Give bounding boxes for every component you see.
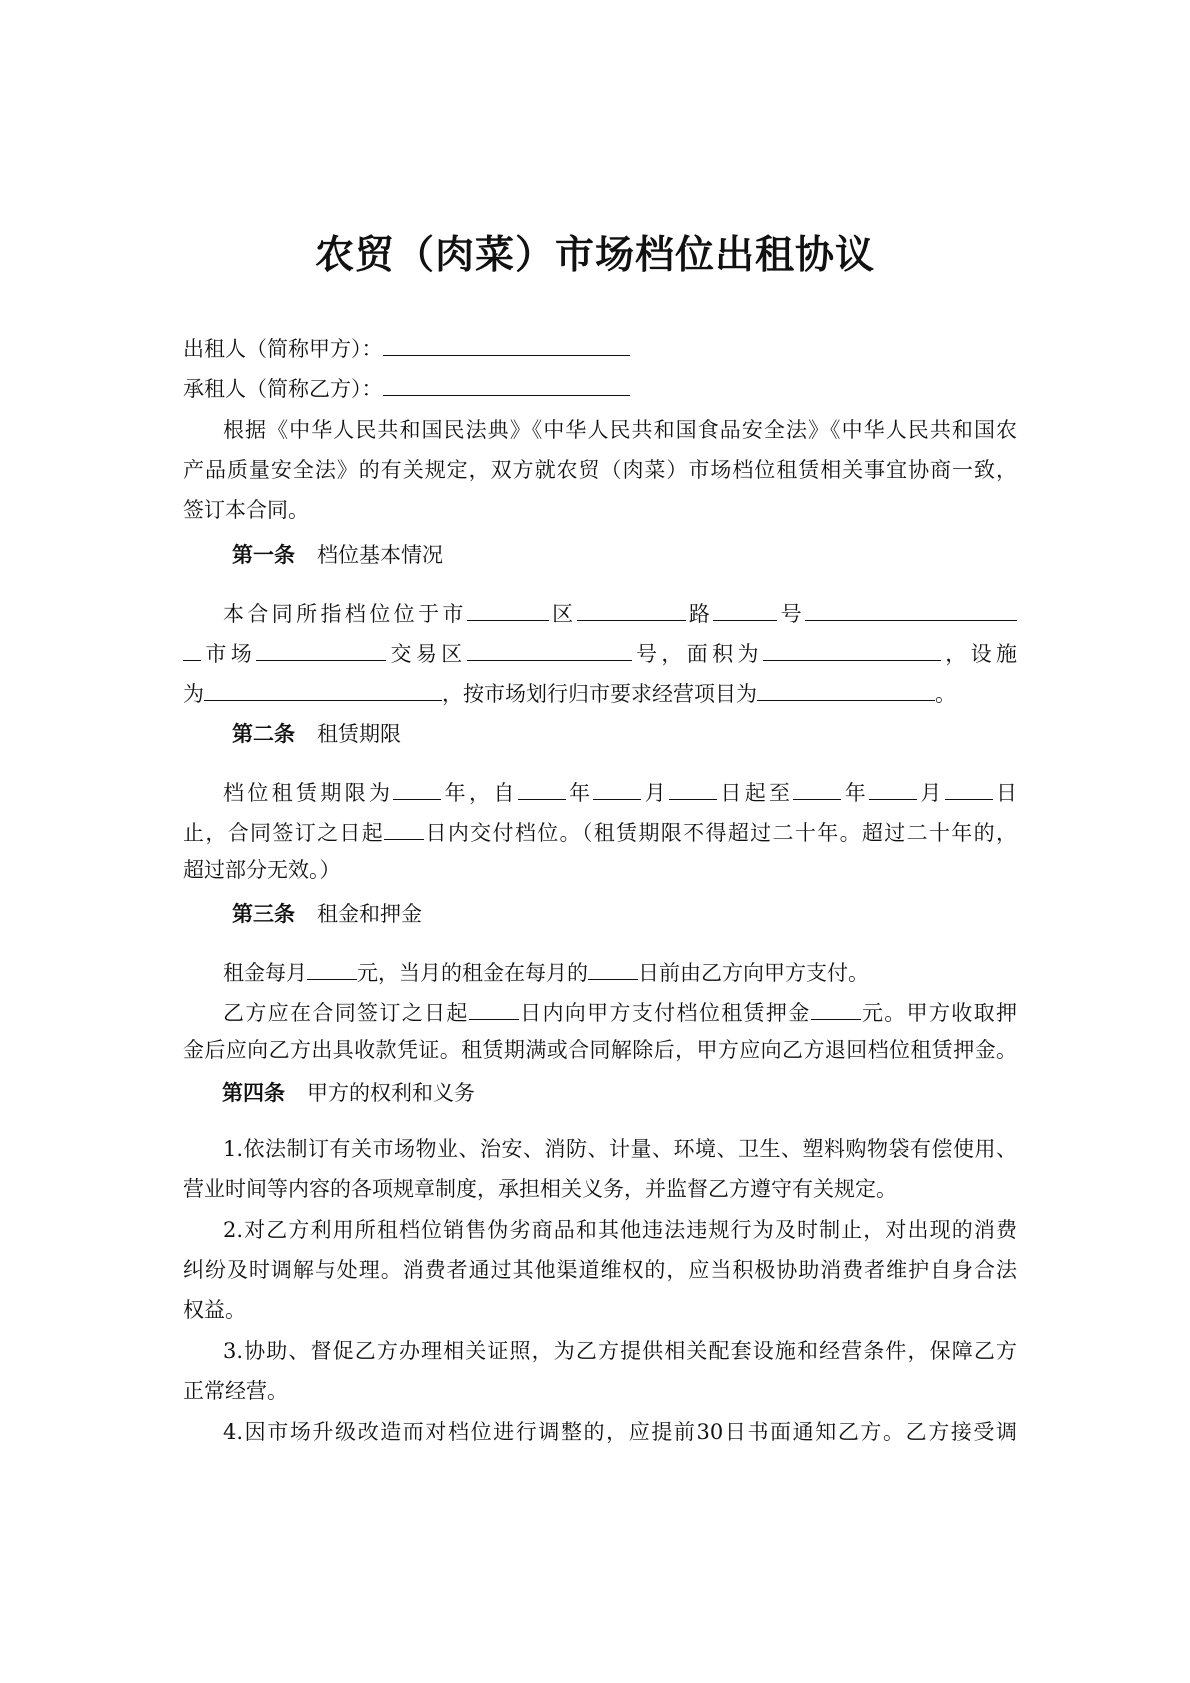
article-2-line-3: 超过部分无效。） — [183, 858, 341, 882]
lessor-line — [183, 331, 630, 364]
lessee-line — [183, 371, 630, 404]
article-2-title: 租赁期限 — [317, 722, 401, 746]
article-3-line-1: 租金每月 元，当月的租金在每月的 日前由乙方向甲方支付。 — [223, 955, 869, 988]
article-2-number: 第二条 — [232, 722, 295, 746]
trading-zone-blank[interactable] — [467, 636, 632, 661]
article-1-title: 档位基本情况 — [317, 543, 443, 567]
article-4-line-1: 1.依法制订有关市场物业、治安、消防、计量、环境、卫生、塑料购物袋有偿使用、 — [223, 1137, 1017, 1161]
article-4-line-6: 3.协助、督促乙方办理相关证照，为乙方提供相关配套设施和经营条件，保障乙方 — [223, 1339, 1017, 1363]
article-4-title: 甲方的权利和义务 — [307, 1081, 475, 1105]
article-4-line-8: 4.因市场升级改造而对档位进行调整的，应提前30日书面通知乙方。乙方接受调 — [223, 1420, 1017, 1444]
end-year-blank[interactable] — [793, 775, 841, 800]
intro-line-1: 根据《中华人民共和国民法典》《中华人民共和国食品安全法》《中华人民共和国农 — [223, 418, 1017, 442]
lessee-label: 承租人（简称乙方）： — [183, 377, 383, 401]
area-blank[interactable] — [763, 636, 941, 661]
start-year-blank[interactable] — [518, 775, 566, 800]
end-day-blank[interactable] — [945, 775, 993, 800]
article-4-line-5: 权益。 — [183, 1298, 246, 1322]
article-4-line-3: 2.对乙方利用所租档位销售伪劣商品和其他违法违规行为及时制止，对出现的消费 — [223, 1218, 1017, 1242]
start-month-blank[interactable] — [593, 775, 641, 800]
deposit-days-blank[interactable] — [469, 995, 519, 1020]
article-3-title: 租金和押金 — [317, 902, 422, 926]
intro-line-2: 产品质量安全法》的有关规定，双方就农贸（肉菜）市场档位租赁相关事宜协商一致， — [183, 458, 1017, 482]
intro-line-3: 签订本合同。 — [183, 498, 309, 522]
article-1-number: 第一条 — [232, 543, 295, 567]
article-4-line-4: 纠纷及时调解与处理。消费者通过其他渠道维权的，应当积极协助消费者维护自身合法 — [183, 1258, 1017, 1282]
article-3-heading — [232, 899, 422, 929]
lessor-blank[interactable] — [383, 331, 630, 356]
article-1-line-3: 为 ，按市场划行归市要求经营项目为 。 — [183, 676, 956, 709]
road-blank[interactable] — [713, 596, 777, 621]
article-1-heading — [232, 540, 443, 570]
district-blank[interactable] — [577, 596, 686, 621]
market-prefix-blank[interactable] — [183, 636, 201, 661]
city-blank[interactable] — [467, 596, 549, 621]
document-title: 农贸（肉菜）市场档位出租协议 — [314, 233, 875, 278]
article-2-line-1: 档位租赁期限为 年，自 年 月 日起至 年 月 日 — [223, 775, 1017, 808]
rent-due-day-blank[interactable] — [588, 955, 638, 980]
article-3-line-2: 乙方应在合同签订之日起 日内向甲方支付档位租赁押金 元。甲方收取押 — [223, 995, 1017, 1028]
article-4-line-7: 正常经营。 — [183, 1379, 288, 1403]
deposit-amount-blank[interactable] — [811, 995, 861, 1020]
number-blank[interactable] — [805, 596, 1017, 621]
business-scope-blank[interactable] — [757, 676, 935, 701]
article-1-line-2: 市场 交易区 号，面积为 ，设施 — [183, 636, 1017, 669]
article-4-number: 第四条 — [222, 1081, 285, 1105]
article-1-line-1: 本合同所指档位位于市 区 路 号 — [223, 596, 1017, 629]
article-2-heading — [232, 719, 401, 749]
start-day-blank[interactable] — [669, 775, 717, 800]
market-blank[interactable] — [256, 636, 386, 661]
article-3-line-3: 金后应向乙方出具收款凭证。租赁期满或合同解除后，甲方应向乙方退回档位租赁押金。 — [183, 1038, 1017, 1062]
lessor-label: 出租人（简称甲方）： — [183, 337, 383, 361]
end-month-blank[interactable] — [869, 775, 917, 800]
delivery-days-blank[interactable] — [384, 815, 424, 840]
article-3-number: 第三条 — [232, 902, 295, 926]
facilities-blank[interactable] — [204, 676, 442, 701]
article-4-heading — [222, 1078, 475, 1108]
term-years-blank[interactable] — [393, 775, 441, 800]
monthly-rent-blank[interactable] — [307, 955, 357, 980]
article-4-line-2: 营业时间等内容的各项规章制度，承担相关义务，并监督乙方遵守有关规定。 — [183, 1177, 897, 1201]
article-2-line-2: 止，合同签订之日起 日内交付档位。（租赁期限不得超过二十年。超过二十年的， — [183, 815, 1017, 848]
lessee-blank[interactable] — [383, 371, 630, 396]
